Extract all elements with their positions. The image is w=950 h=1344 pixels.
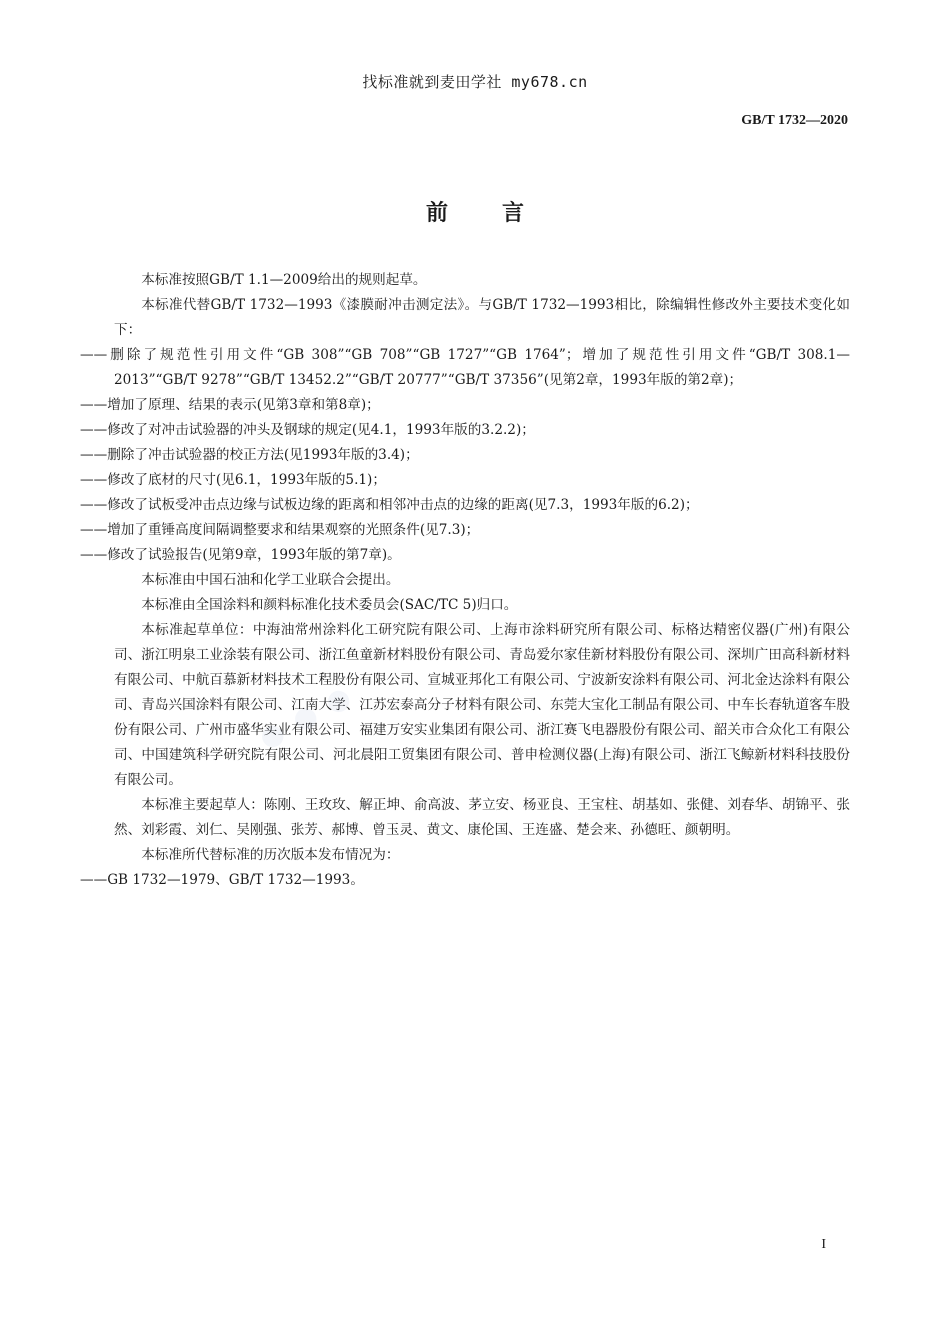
standard-code: GB/T 1732—2020 [741,113,848,128]
paragraph-drafting-rules: 本标准按照GB/T 1.1—2009给出的规则起草。 [141,272,427,288]
list-item-history: ——GB 1732—1979、GB/T 1732—1993。 [80,872,364,888]
list-item: ——删除了冲击试验器的校正方法(见1993年版的3.4)； [80,447,419,463]
paragraph-committee: 本标准由全国涂料和颜料标准化技术委员会(SAC/TC 5)归口。 [141,597,518,613]
list-item: ——修改了试验报告(见第9章，1993年版的第7章)。 [80,547,401,563]
paragraph-history-intro: 本标准所代替标准的历次版本发布情况为： [141,847,400,863]
list-item: ——修改了对冲击试验器的冲头及钢球的规定(见4.1，1993年版的3.2.2)； [80,422,535,438]
page-number: I [821,1237,826,1252]
list-item: ——增加了重锤高度间隔调整要求和结果观察的光照条件(见7.3)； [80,522,480,538]
list-item: ——修改了试板受冲击点边缘与试板边缘的距离和相邻冲击点的边缘的距离(见7.3，1993年版的6.2)； [80,497,699,513]
list-item: ——删除了规范性引用文件“GB 308”“GB 708”“GB 1727”“GB 1764”；增加了规范性引用文件“GB/T 308.1—2013”“GB/T 9278”“GB/T 13452.2”“GB/T 20777”“GB/T 37356”(见第2章，1993年版的第2章)； [80,347,850,388]
list-item: ——修改了底材的尺寸(见6.1，1993年版的5.1)； [80,472,386,488]
paragraph-replacement: 本标准代替GB/T 1732—1993《漆膜耐冲击测定法》。与GB/T 1732—1993相比，除编辑性修改外主要技术变化如下： [114,297,850,338]
foreword-body [80,268,850,893]
paragraph-drafters: 本标准主要起草人：陈刚、王玫玫、解正坤、俞高波、茅立安、杨亚良、王宝柱、胡基如、张健、刘春华、胡锦平、张然、刘彩霞、刘仁、吴刚强、张芳、郝博、曾玉灵、黄文、康伦国、王连盛、楚会来、孙德旺、颜朝明。 [114,797,850,838]
site-banner: 找标准就到麦田学社 my678.cn [362,73,588,91]
list-item: ——增加了原理、结果的表示(见第3章和第8章)； [80,397,380,413]
paragraph-drafting-units: 本标准起草单位：中海油常州涂料化工研究院有限公司、上海市涂料研究所有限公司、标格达精密仪器(广州)有限公司、浙江明泉工业涂装有限公司、浙江鱼童新材料股份有限公司、青岛爱尔家佳新材料股份有限公司、深圳广田高科新材料有限公司、中航百慕新材料技术工程股份有限公司、宣城亚邦化工有限公司、宁波新安涂料有限公司、河北金达涂料有限公司、青岛兴国涂料有限公司、江南大学、江苏宏泰高分子材料有限公司、东莞大宝化工制品有限公司、中车长春轨道客车股份有限公司、广州市盛华实业有限公司、福建万安实业集团有限公司、浙江赛飞电器股份有限公司、韶关市合众化工有限公司、中国建筑科学研究院有限公司、河北晨阳工贸集团有限公司、普申检测仪器(上海)有限公司、浙江飞鲸新材料科技股份有限公司。 [114,622,850,788]
watermark-graphic: ● ● ● [253,678,358,755]
page-title: 前言 [425,201,578,226]
paragraph-proposer: 本标准由中国石油和化学工业联合会提出。 [141,572,400,588]
